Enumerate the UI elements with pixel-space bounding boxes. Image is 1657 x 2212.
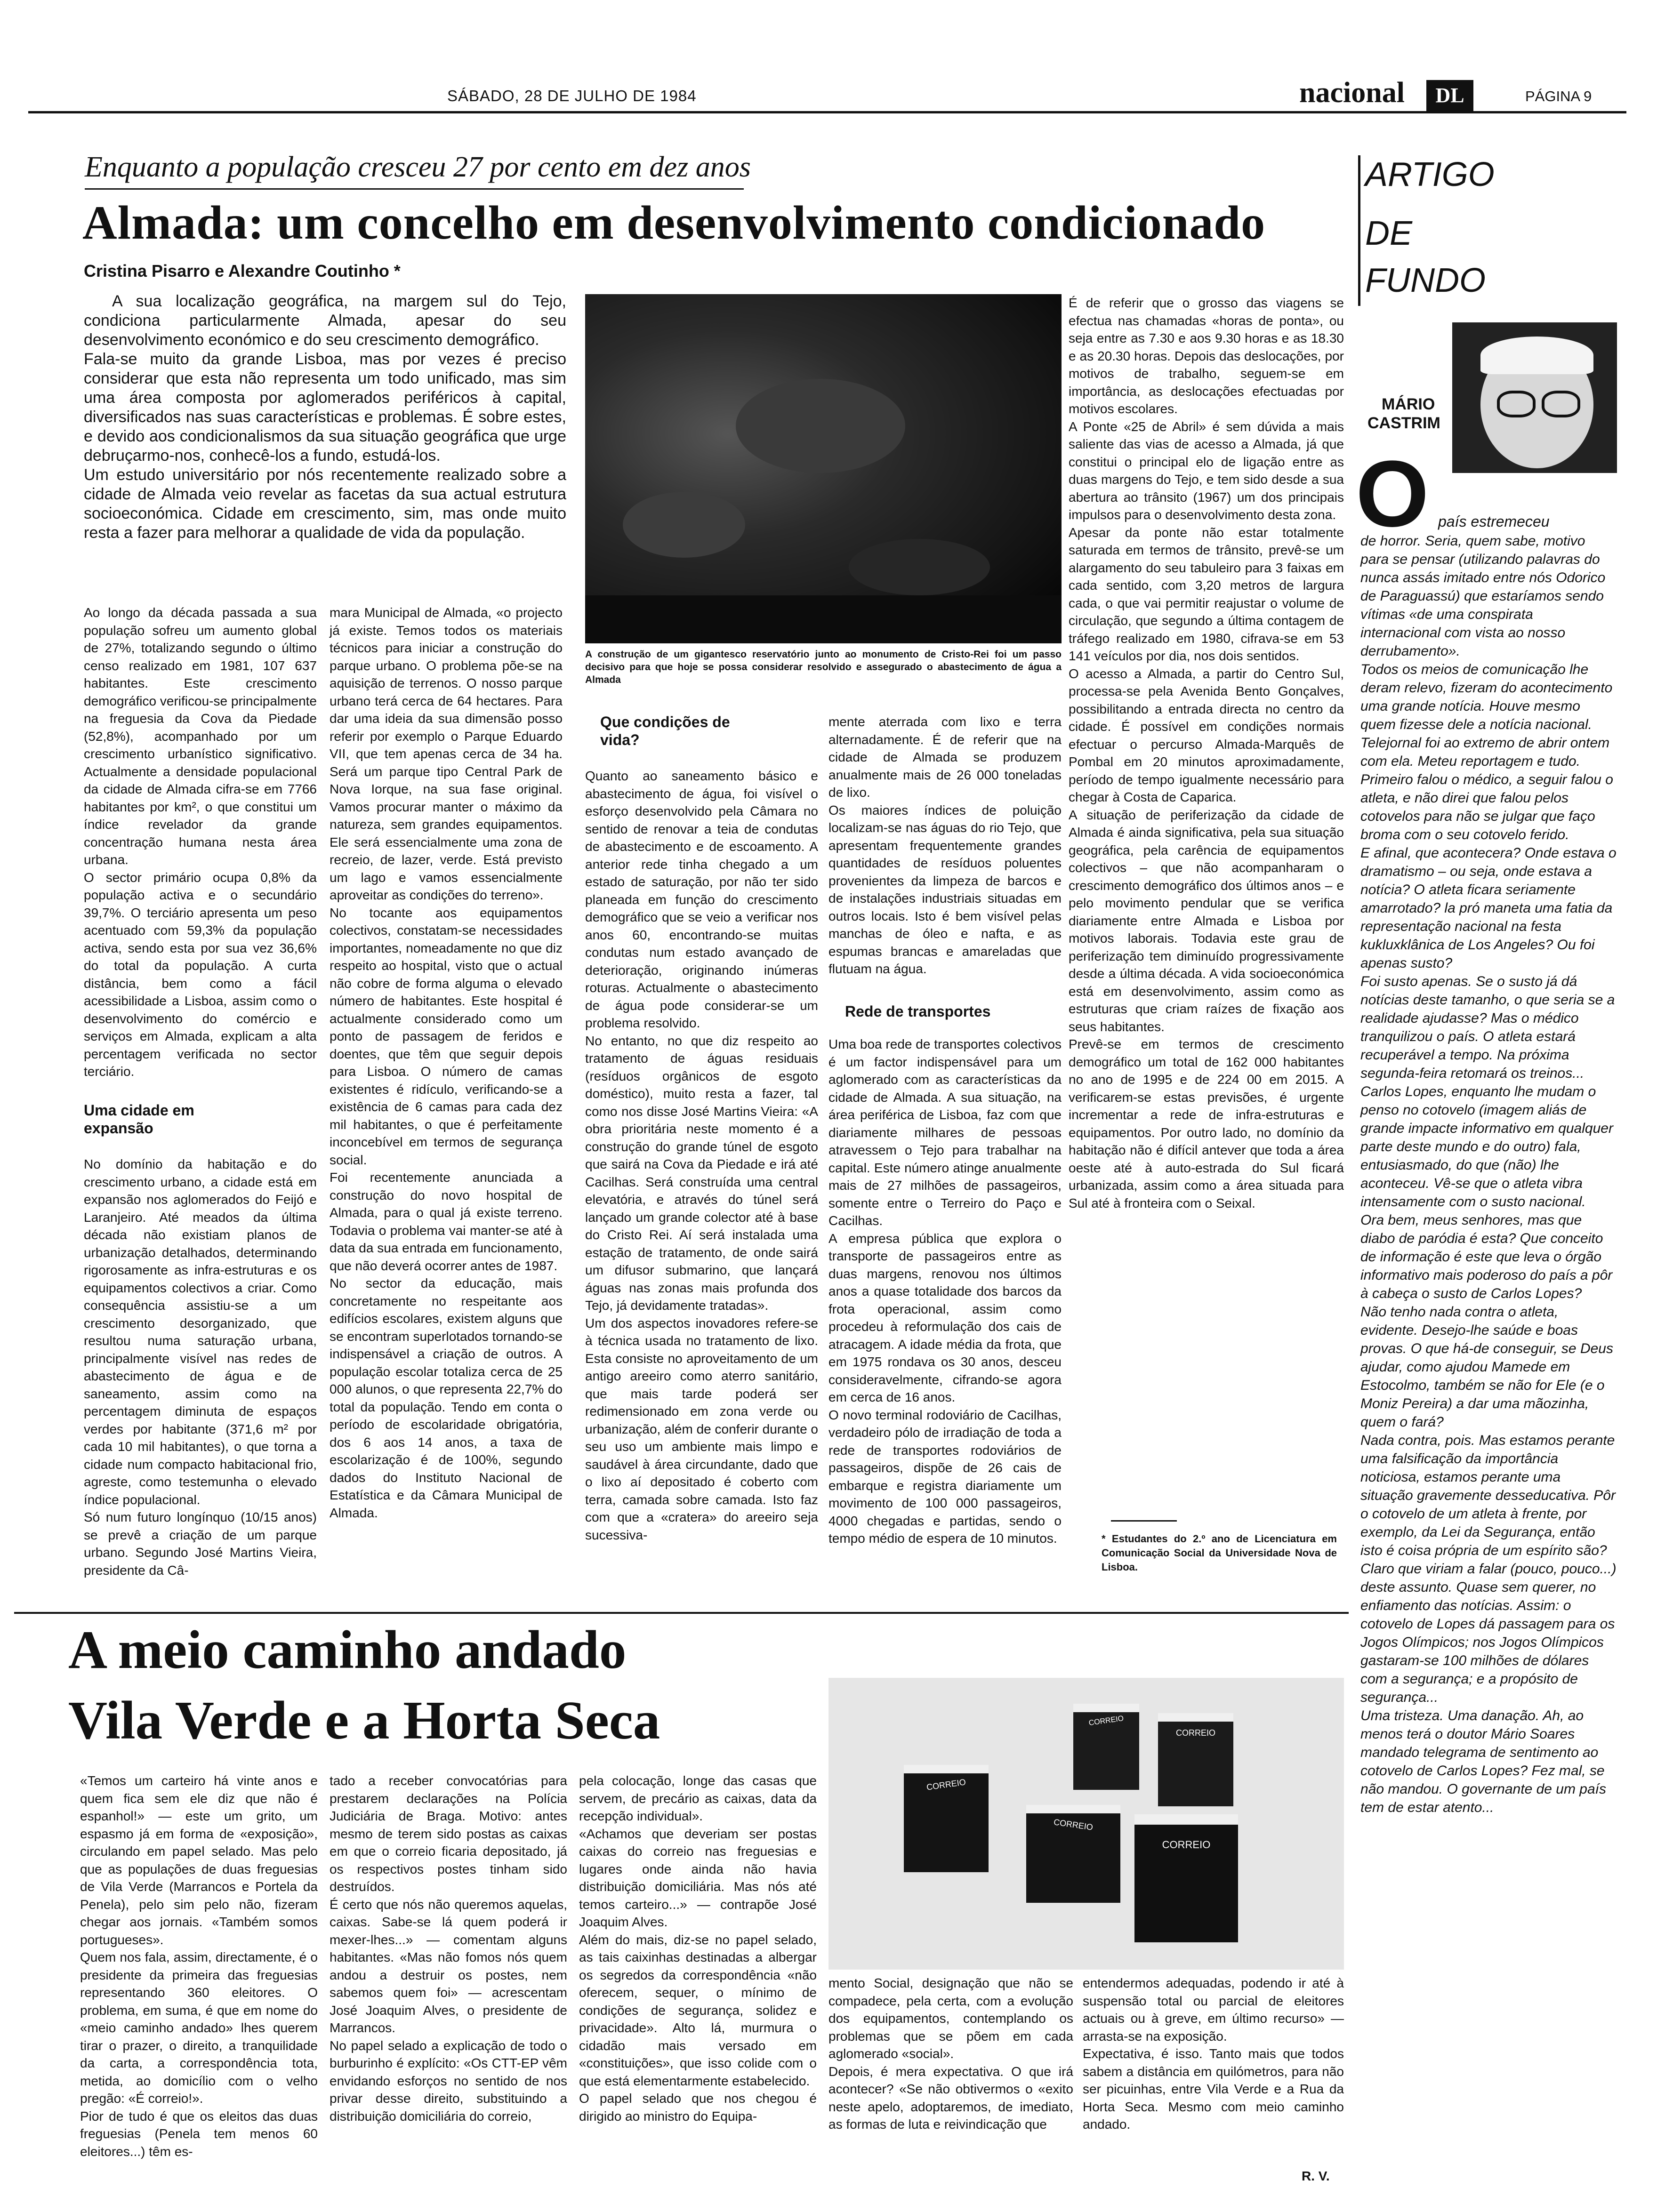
- second-col5: entendermos adequadas, podendo ir até à suspensão total ou parcial de eleitores actuais ou à greve, em último recurso» — arrasta-se na exposição. Expectativa, é isso. Tanto mais que todos sabem a distância em quilómetros, para não ser picuinhas, entre Vila Verde e a Rua da Horta Seca. Mesmo com meio caminho andado.: [1083, 1976, 1344, 2132]
- photo-caption: A construção de um gigantesco reservatório junto ao monumento de Cristo-Rei foi um passo decisivo para que hoje se possa considerar resolvido e assegurado o abastecimento de água a Almada: [585, 649, 1064, 685]
- section-name: nacional: [1299, 77, 1405, 109]
- mailbox-1: CORREIO: [1073, 1704, 1139, 1790]
- column-first-line: país estremeceu: [1438, 513, 1550, 530]
- col1-text-a: Ao longo da década passada a sua população sofreu um aumento global de 27%, totalizando segundo o último censo realizado em 1981, 107 637 habitantes. Este crescimento demográfico verificou-se principalmente na freguesia da Cova da Piedade (52,8%), acompanhado por um crescimento urbanístico significativo. Actualmente a densidade populacional da cidade de Almada cifra-se em 7766 habitantes por km², o que constitui um índice revelador da grande concentração humana nesta área urbana. O sector primário ocupa 0,8% da população activa e o secundário 39,7%. O terciário apresenta um peso acentuado com 59,3% da população activa, sendo esta por sua vez 36,6% do total da população. A curta distância, bem como a fácil acessibilidade a Lisboa, assim como o desenvolvimento do comércio e serviços em Almada, explicam a alta percentagem verificada no sector terciário.: [84, 605, 317, 1079]
- column-dropcap: O: [1356, 441, 1429, 546]
- second-col3: pela colocação, longe das casas que servem, de precário as caixas, data da recepção individual». «Achamos que deveriam ser postas caixas do correio nas freguesias e lugares onde ainda não havia distribuição domiciliária. Mas nós até temos carteiro...» — contrapõe José Joaquim Alves. Além do mais, diz-se no papel selado, as tais caixinhas destinadas a albergar os segredos da correspondência «não oferecem, sequer, o mínimo de condições de segurança, solidez e privacidade». Alto lá, murmura o cidadão mais versado em «constituições», que isso colide com o que está elementarmente estabelecido. O papel selado que nos chegou é dirigido ao ministro do Equipa-: [579, 1773, 817, 2124]
- second-headline-line1: A meio caminho andado: [68, 1620, 627, 1680]
- column-body: de horror. Seria, quem sabe, motivo para se pensar (utilizando palavras do nunca assás imitado entre nós Odorico de Paraguassú) que estaríamos sendo vítimas «de uma conspirata internacional com vista ao nosso derrubamento». Todos os meios de comunicação lhe deram relevo, fizeram do acontecimento uma grande notícia. Houve mesmo quem fizesse dele a notícia nacional. Telejornal foi ao extremo de abrir ontem com ela. Meteu reportagem e tudo. Primeiro falou o médico, a seguir falou o atleta, e não direi que falou pelos cotovelos para não se julgar que faço broma com o seu cotovelo ferido. E afinal, que acontecera? Onde estava o dramatismo – ou seja, onde estava a notícia? O atleta ficara seriamente amarrotado? la pró maneta uma fatia da representação nacional na festa kukluxklânica de Los Angeles? Ou foi apenas susto? Foi susto apenas. Se o susto já dá notícias deste tamanho, o que seria se a realidade ajudasse? Mas o médico tranquilizou o país. O atleta estará recuperável a tempo. Na próxima segunda-feira retomará os treinos... Carlos Lopes, enquanto lhe mudam o penso no cotovelo (imagem aliás de grande impacte informativo em qualquer parte deste mundo e do outro) fala, entusiasmado, do que (não) lhe aconteceu. Vê-se que o atleta vibra intensamente com o susto nacional. Ora bem, meus senhores, mas que diabo de paródia é esta? Que conceito de informação é este que leva o órgão informativo mais poderoso do país a pôr à cabeça o susto de Carlos Lopes? Não tenho nada contra o atleta, evidente. Desejo-lhe saúde e boas provas. O que há-de conseguir, se Deus ajudar, como ajudou Mamede em Estocolmo, também se não for Ele (e o Moniz Pereira) a dar uma mãozinha, quem o fará? Nada contra, pois. Mas estamos perante uma falsificação da importância noticiosa, estamos perante uma situação gravemente desseducativa. Pôr o cotovelo de um atleta à frente, por exemplo, da Lei da Segurança, então isto é coisa própria de um espírito são? Claro que viriam a falar (pouco, pouco...) deste assunto. Quase sem querer, no enfiamento das notícias. Assim: o cotovelo de Lopes dá passagem para os Jogos Olímpicos; nos Jogos Olímpicos gastaram-se 100 milhões de dólares com a segurança; e a propósito de segurança... Uma tristeza. Uma danação. Ah, ao menos terá o doutor Mário Soares mandado telegrama de sentimento ao cotovelo de Carlos Lopes? Fez mal, se não mandou. O governante de um país tem de estar atento...: [1360, 533, 1617, 1815]
- mailbox-5: CORREIO: [1134, 1814, 1238, 1942]
- footnote: * Estudantes do 2.º ano de Licenciatura em Comunicação Social da Universidade Nova de Lisboa.: [1102, 1533, 1340, 1573]
- kicker-underline: [85, 188, 744, 190]
- masthead-rule: [28, 111, 1626, 113]
- column-label-1: ARTIGO: [1365, 156, 1495, 193]
- second-col4: mento Social, designação que não se compadece, pela certa, com a evolução dos equipamentos, contemplando os problemas que se põem em cada aglomerado «social». Depois, é mera expectativa. O que irá acontecer? «Se não obtivermos o «exito neste apelo, adoptaremos, de imediato, as formas de luta e reivindicação que: [828, 1976, 1073, 2132]
- second-col1: «Temos um carteiro há vinte anos e quem fica sem ele diz que não é espanhol!» — este um grito, um espasmo já em forma de «exposição», circulando em papel selado. Mas pelo que as populações de duas freguesias de Vila Verde (Marrancos e Portela da Penela), pelo sim pelo não, fizeram chegar aos jornais. «Também somos portugueses». Quem nos fala, assim, directamente, é o presidente da primeira das freguesias representando 360 eleitores. O problema, em suma, é que em nome do «meio caminho andado» lhes querem tirar o prazer, o direito, a tranquilidade da carta, a correspondência tota, metida, ao domicílio com o velho pregão: «É correio!». Pior de tudo é que os eleitos das duas freguesias (Penela tem menos 60 eleitores...) têm es-: [80, 1773, 318, 2159]
- second-col2: tado a receber convocatórias para prestarem declarações na Polícia Judiciária de Braga. Motivo: antes mesmo de terem sido postas as caixas em que o correio ficaria depositado, já os respectivos postes tinham sido destruídos. É certo que nós não queremos aquelas, caixas. Sabe-se lá quem poderá ir mexer-lhes...» — comentam alguns habitantes. «Mas não fomos nós quem andou a destruir os postes, nem sabemos quem foi» — acrescentam José Joaquim Alves, o presidente de Marrancos. No papel selado a explicação de todo o burburinho é explícito: «Os CTT-EP vêm envidando esforços no sentido de nos privar desse direito, substituindo a distribuição domiciliária do correio,: [330, 1773, 567, 2124]
- mailbox-4: CORREIO: [1026, 1805, 1120, 1903]
- col3-text: Quanto ao saneamento básico e abastecimento de água, foi visível o esforço desenvolvido pela Câmara no sentido de renovar a teia de condutas de abastecimento e de escoamento. A anterior rede tinha chegado a um estado de saturação, por não ter sido planeada em função do crescimento demográfico que se veio a verificar nos anos 60, encontrando-se muitas condutas num estado avançado de deterioração, originando inúmeras roturas. Actualmente o abastecimento de água pode considerar-se um problema resolvido. No entanto, no que diz respeito ao tratamento de águas residuais (resíduos orgânicos de esgoto doméstico), muito resta a fazer, tal como nos disse José Martins Vieira: «A obra prioritária neste momento é a construção do grande túnel de esgoto que sairá na Cova da Piedade e irá até Cacilhas. Será construída uma central elevatória, e através do túnel será lançado um grande colector até à base do Cristo Rei. Aí será instalada uma estação de tratamento, de onde sairá um difusor submarino, que lançará águas nas zonas mais profunda dos Tejo, já devidamente tratadas». Um dos aspectos inovadores refere-se à técnica usada no tratamento de lixo. Esta consiste no aproveitamento de um antigo areeiro como aterro sanitário, que mais tarde poderá ser redimensionado em zona verde ou urbanização, além de conferir durante o seu uso um ambiente mais limpo e saudável à área circundante, dado que o lixo aí depositado é coberto com terra, camada sobre camada. Isto faz com que a «cratera» do areeiro seja sucessiva-: [585, 769, 818, 1542]
- page-number: PÁGINA 9: [1525, 88, 1592, 104]
- newspaper-logo: DL: [1426, 80, 1473, 111]
- col5-text: É de referir que o grosso das viagens se efectua nas chamadas «horas de ponta», ou seja entre as 7.30 e aos 9.30 horas e as 18.30 e as 20.30 horas. Depois das deslocações, por motivos de trabalho, seguem-se em importância, as deslocações efectuadas por motivos escolares. A Ponte «25 de Abril» é sem dúvida a mais saliente das vias de acesso a Almada, já que constitui o principal elo de ligação entre as duas margens do Tejo, e tem sido desde a sua abertura ao trânsito (1967) um dos principais impulsos para o desenvolvimento desta zona. Apesar da ponte não estar totalmente saturada em termos de trânsito, prevê-se um alargamento do seu tabuleiro para 3 faixas em cada sentido, com 3,20 metros de largura cada, o que vai permitir reajustar o volume de circulação, que segundo a última contagem de tráfego realizado em 1980, cifrava-se em 53 141 veículos por dia, nos dois sentidos. O acesso a Almada, a partir do Centro Sul, processa-se pela Avenida Bento Gonçalves, possibilitando a entrada directa no centro da cidade. É possível em condições normais efectuar o percurso Almada-Marquês de Pombal em 20 minutos aproximadamente, período de tempo igualmente necessário para chegar à Costa de Caparica. A situação de periferização da cidade de Almada é ainda significativa, pela sua situação geográfica, pela carência de equipamentos colectivos – que não acompanharam o crescimento demográfico dos últimos anos – e pelo movimento pendular que se verifica diariamente entre Almada e Lisboa por motivos laborais. Todavia este grau de periferização tem diminuído progressivamente desde a última década. A vida socioeconómica está em desenvolvimento, assim como as estruturas que criam raízes de fixação aos seus habitantes. Prevê-se em termos de crescimento demográfico um total de 162 000 habitantes no ano de 1995 e de 224 00 em 2015. A verificarem-se estas previsões, é urgente incrementar a rede de infra-estruturas e equipamentos. Por outro lado, no domínio da habitação não é difícil antever que toda a área oeste até à auto-estrada do Sul ficará urbanizada, assim como a área situada para Sul até à fronteira com o Seixal.: [1069, 296, 1344, 1210]
- article-byline: Cristina Pisarro e Alexandre Coutinho *: [84, 261, 401, 281]
- col2-text: mara Municipal de Almada, «o projecto já existe. Temos todos os materiais técnicos para iniciar a construção do parque urbano. O problema põe-se na aquisição de terrenos. O nosso parque urbano terá cerca de 64 hectares. Para dar uma ideia da sua dimensão posso referir por exemplo o Parque Eduardo VII, que tem apenas cerca de 34 ha. Será um parque tipo Central Park de Nova Iorque, na sua fase original. Vamos procurar manter o máximo da natureza, sem grandes equipamentos. Ele será essencialmente uma zona de recreio, de lazer, verde. Está previsto um lago e vamos essencialmente aproveitar as condições do terreno». No tocante aos equipamentos colectivos, constatam-se necessidades importantes, nomeadamente no que diz respeito ao hospital, visto que o actual não cobre de forma alguma o elevado número de habitantes. Este hospital é actualmente considerado como um ponto de passagem de feridos e doentes, que têm que seguir depois para Lisboa. O número de camas existentes é ridículo, verificando-se a existência de 6 camas para cada dez mil habitantes, o que é perfeitamente inconcebível em termos de segurança social. Foi recentemente anunciada a construção do novo hospital de Almada, para o qual já existe terreno. Todavia o problema vai manter-se até à data da sua entrada em funcionamento, que não deverá ocorrer antes de 1987. No sector da educação, mais concretamente no respeitante aos edifícios escolares, existem alguns que se encontram superlotados tornando-se indispensável a criação de outros. A população escolar totaliza cerca de 25 000 alunos, o que representa 22,7% do total da população. Tendo em conta o período de escolaridade obrigatória, dos 6 aos 14 anos, a taxa de escolarização é de 100%, segundo dados do Instituto Nacional de Estatística e da Câmara Municipal de Almada.: [330, 605, 563, 1520]
- reservoir-photo: [585, 294, 1062, 643]
- col4-text-b: Uma boa rede de transportes colectivos é um factor indispensável para um aglomerado com as características da cidade de Almada. A sua situação, na área periférica de Lisboa, faz com que diariamente milhares de pessoas atravessem o Tejo para trabalhar na capital. Este número atinge anualmente mais de 27 milhões de passageiros, somente entre o Terreiro do Paço e Cacilhas. A empresa pública que explora o transporte de passageiros entre as duas margens, renovou nos últimos anos a quase totalidade dos barcos da frota operacional, assim como procedeu à reformulação dos cais de atracagem. A idade média da frota, que em 1975 rondava os 30 anos, desceu consideravelmente, cifrando-se agora em cerca de 16 anos. O novo terminal rodoviário de Cacilhas, verdadeiro pólo de irradiação de toda a rede de transportes rodoviários de passageiros, dispõe de 26 cais de embarque e registra diariamente um movimento de 100 000 passageiros, 4000 chegadas e partidas, sendo o tempo médio de espera de 10 minutos.: [828, 1037, 1062, 1546]
- mailbox-2: CORREIO: [1158, 1713, 1233, 1806]
- col1-subheading: Uma cidade em expansão: [84, 1102, 194, 1137]
- column-label-3: FUNDO: [1365, 262, 1486, 299]
- column-author-last: CASTRIM: [1367, 414, 1440, 432]
- mailbox-3: CORREIO: [904, 1765, 989, 1872]
- second-headline-line2: Vila Verde e a Horta Seca: [68, 1691, 660, 1750]
- second-signature: R. V.: [1302, 2169, 1330, 2183]
- issue-date: SÁBADO, 28 DE JULHO DE 1984: [447, 87, 697, 104]
- column-label-2: DE: [1365, 215, 1413, 252]
- col1-text-b: No domínio da habitação e do crescimento urbano, a cidade está em expansão nos aglomerados do Feijó e Laranjeiro. Até meados da última década não existiam planos de urbanização detalhados, determinando rigorosamente as infra-estruturas e os equipamentos colectivos a criar. Como consequência assistiu-se a um crescimento desorganizado, que resultou numa saturação urbana, principalmente visível nas redes de abastecimento de água e de saneamento, assim como na percentagem diminuta de espaços verdes por habitante (371,6 m² por cada 10 mil habitantes), o que torna a cidade num compacto habitacional frio, agreste, como testemunha o elevado índice populacional. Só num futuro longínquo (10/15 anos) se prevê a criação de um parque urbano. Segundo José Martins Vieira, presidente da Câ-: [84, 1157, 317, 1578]
- article-lead: A sua localização geográfica, na margem sul do Tejo, condiciona particularmente Almada, apesar do seu desenvolvimento económico e do seu crescimento demográfico. Fala-se muito da grande Lisboa, mas por vezes é preciso considerar que esta não representa um todo unificado, mas sim uma área composta por aglomerados periféricos à capital, diversificados nas suas características e problemas. É sobre estes, e devido aos condicionalismos da sua situação geográfica que urge debruçarmo-nos, conhecê-los a fundo, estudá-los. Um estudo universitário por nós recentemente realizado sobre a cidade de Almada veio revelar as facetas da sua actual estrutura socioeconómica. Cidade em crescimento, sim, mas onde muito resta a fazer para melhorar a qualidade de vida da população.: [84, 292, 566, 542]
- column-author-first: MÁRIO: [1382, 395, 1435, 413]
- author-photo: [1452, 322, 1617, 473]
- col3-subheading: Que condições de vida?: [600, 713, 730, 748]
- mailboxes-photo: [828, 1678, 1344, 1970]
- article-headline: Almada: um concelho em desenvolvimento condicionado: [82, 196, 1266, 249]
- col4-text-a: mente aterrada com lixo e terra alternadamente. É de referir que na cidade de Almada se produzem anualmente mais de 26 000 toneladas de lixo. Os maiores índices de poluição localizam-se nas águas do rio Tejo, que apresentam frequentemente grandes quantidades de resíduos poluentes provenientes da limpeza de barcos e de instalações industriais situadas em outros locais. Isto é bem visível pelas manchas de óleo e nafta, e as espumas brancas e amareladas que flutuam na água.: [828, 714, 1062, 976]
- article-kicker: Enquanto a população cresceu 27 por cento em dez anos: [85, 151, 751, 183]
- column-side-rule: [1358, 155, 1360, 306]
- section-divider: [14, 1612, 1349, 1614]
- col4-subheading: Rede de transportes: [845, 1003, 991, 1020]
- footnote-rule: [1111, 1520, 1177, 1522]
